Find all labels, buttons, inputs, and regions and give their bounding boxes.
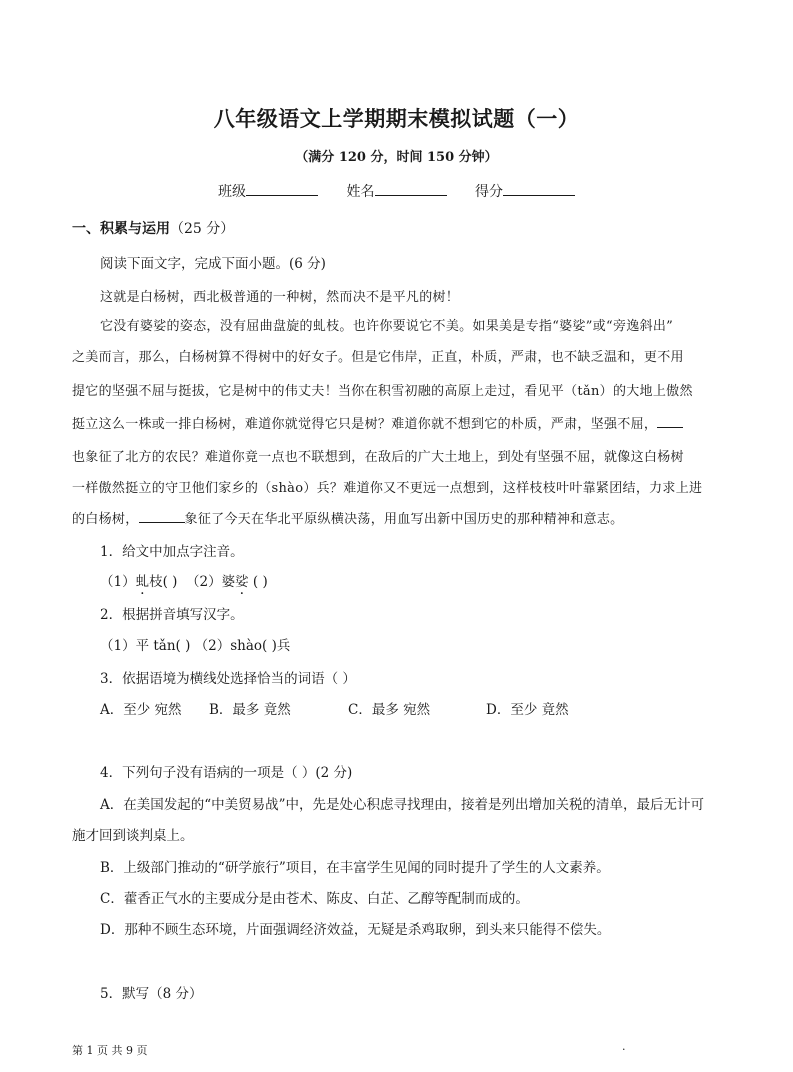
q1-opt1-prefix: （1） — [100, 574, 136, 590]
q4-option-c: C．藿香正气水的主要成分是由苍术、陈皮、白芷、乙醇等配制而成的。 — [100, 891, 529, 907]
q3-option-c: C．最多 宛然 — [348, 702, 431, 718]
q1-opt1-rest: 枝( ) — [149, 574, 178, 590]
q4-option-a-line1: A．在美国发起的“中美贸易战”中，先是处心积虑寻找理由，接着是列出增加关税的清单，最后无计可 — [100, 797, 705, 813]
q1-options — [100, 570, 268, 590]
q4-stem: 4．下列句子没有语病的一项是（ ）(2 分) — [100, 765, 353, 781]
section-heading — [72, 218, 234, 238]
passage-line-7: 一样傲然挺立的守卫他们家乡的（shào）兵？难道你又不更远一点想到，这样枝枝叶叶靠紧团结，力求上进 — [72, 481, 703, 496]
reading-intro: 阅读下面文字，完成下面小题。(6 分) — [100, 256, 326, 272]
name-label: 姓名 — [346, 184, 375, 200]
passage-line-1: 这就是白杨树，西北极普通的一种树，然而决不是平凡的树！ — [100, 290, 460, 305]
dotted-char-qiu: 虬 — [312, 319, 327, 334]
passage-line-2a: 它没有婆娑的姿态，没有屈曲盘旋的 — [100, 319, 313, 334]
name-blank — [375, 183, 447, 196]
q5-stem: 5．默写（8 分） — [100, 986, 203, 1002]
q3-stem: 3．依据语境为横线处选择恰当的词语（ ） — [100, 671, 356, 687]
section-points: （25 分） — [170, 221, 235, 237]
passage-line-8a: 的白杨树， — [72, 512, 139, 527]
q1-opt2-rest: ( ) — [248, 574, 268, 590]
q1-dotted-char-2: 娑 — [235, 574, 249, 590]
q3-option-a: A．至少 宛然 — [100, 702, 182, 718]
exam-subtitle: （满分 120 分，时间 150 分钟） — [295, 150, 498, 165]
passage-line-8b: 象征了今天在华北平原纵横决荡，用血写出新中国历史的那种精神和意志。 — [184, 512, 624, 527]
score-field — [475, 181, 575, 201]
passage-line-5-text: 挺立这么一株或一排白杨树，难道你就觉得它只是树？难道你就不想到它的朴质，严肃，坚强不屈， — [72, 417, 658, 432]
class-blank — [246, 183, 318, 196]
q3-option-b: B．最多 竟然 — [209, 702, 291, 718]
passage-line-4: 提它的坚强不屈与挺拔，它是树中的伟丈夫！当你在积雪初融的高原上走过，看见平（tǎn）的大地上傲然 — [72, 384, 693, 399]
q4-option-b: B．上级部门推动的“研学旅行”项目，在丰富学生见闻的同时提升了学生的人文素养。 — [100, 860, 610, 876]
footer-dot: . — [622, 1040, 626, 1053]
q4-option-a-line2: 施才回到谈判桌上。 — [72, 828, 194, 844]
q1-dotted-char-1: 虬 — [135, 574, 150, 590]
q2-stem: 2．根据拼音填写汉字。 — [100, 607, 244, 623]
name-field — [347, 181, 447, 201]
passage-blank-2 — [139, 512, 185, 523]
class-label: 班级 — [218, 184, 247, 200]
q3-option-d: D．至少 竟然 — [486, 702, 569, 718]
page-title: 八年级语文上学期期末模拟试题（一） — [213, 106, 580, 131]
q2-options: （1）平 tǎn( ) （2）shào( )兵 — [100, 638, 291, 654]
class-field — [218, 181, 318, 201]
passage-line-8 — [72, 508, 722, 527]
page-footer: 第 1 页 共 9 页 — [72, 1044, 148, 1057]
q4-option-d: D．那种不顾生态环境，片面强调经济效益，无疑是杀鸡取卵，到头来只能得不偿失。 — [100, 922, 611, 938]
passage-line-2 — [100, 315, 725, 334]
passage-line-5 — [72, 413, 722, 432]
q1-stem: 1．给文中加点字注音。 — [100, 544, 244, 560]
passage-line-6: 也象征了北方的农民？难道你竟一点也不联想到，在敌后的广大土地上，到处有坚强不屈，就像这白杨树 — [72, 450, 684, 465]
passage-line-3: 之美而言，那么，白杨树算不得树中的好女子。但是它伟岸，正直，朴质，严肃，也不缺乏温和，更不用 — [72, 350, 684, 365]
score-blank — [503, 183, 575, 196]
passage-blank-1 — [657, 417, 683, 428]
score-label: 得分 — [474, 184, 503, 200]
q1-opt2-prefix: （2）婆 — [186, 574, 236, 590]
student-info-row — [0, 181, 793, 201]
passage-line-2b: 枝。也许你要说它不美。如果美是专指“婆娑”或“旁逸斜出” — [326, 319, 674, 334]
section-title: 一、积累与运用 — [72, 221, 170, 237]
